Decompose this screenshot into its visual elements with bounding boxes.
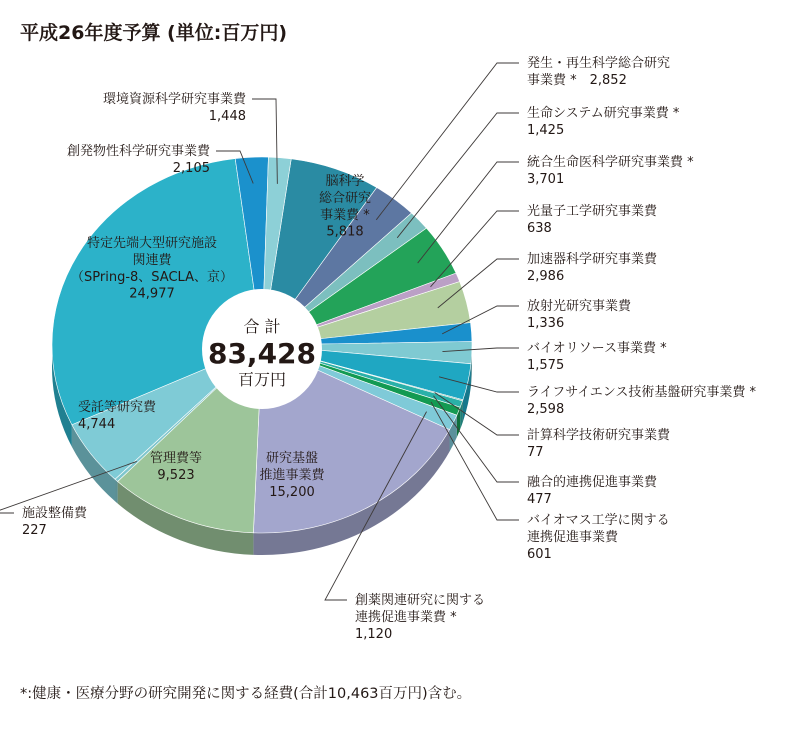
slice-label-10: 融合的連携促進事業費 477: [527, 475, 658, 507]
slice-label-19: 環境資源科学研究事業費 1,448: [102, 92, 246, 124]
slice-label-2: 生命システム研究事業費 * 1,425: [527, 106, 680, 138]
center-total-value: 83,428: [207, 337, 317, 370]
slice-label-12: 創薬関連研究に関する連携促進事業費 * 1,120: [355, 593, 486, 642]
slice-side-15: [115, 479, 118, 503]
slice-label-16: 受託等研究費 4,744: [78, 400, 157, 432]
footnote: *:健康・医療分野の研究開発に関する経費(合計10,463百万円)含む。: [20, 686, 472, 702]
chart-title: 平成26年度予算 (単位:百万円): [20, 22, 288, 44]
slice-label-6: 放射光研究事業費 1,336: [527, 299, 632, 331]
slice-label-4: 光量子工学研究事業費 638: [527, 204, 658, 236]
slice-label-1: 発生・再生科学総合研究事業費 * 2,852: [527, 56, 671, 88]
slice-label-18: 創発物性科学研究事業費 2,105: [66, 144, 210, 176]
leader-line-1: [376, 63, 519, 220]
slice-label-0: 脳科学総合研究事業費 * 5,818: [318, 174, 372, 240]
slice-label-7: バイオリソース事業費 * 1,575: [527, 341, 667, 373]
slice-label-11: バイオマス工学に関する連携促進事業費 601: [527, 513, 670, 562]
slice-label-3: 統合生命医科学研究事業費 * 3,701: [527, 155, 694, 187]
slice-label-5: 加速器科学研究事業費 2,986: [527, 252, 658, 284]
slice-label-15: 施設整備費 227: [22, 506, 88, 538]
slice-label-8: ライフサイエンス技術基盤研究事業費 * 2,598: [527, 385, 757, 417]
slice-label-9: 計算科学技術研究事業費 77: [527, 428, 671, 460]
slice-label-13: 研究基盤推進事業費 15,200: [259, 451, 325, 500]
slice-label-14: 管理費等 9,523: [149, 451, 203, 483]
slice-label-17: 特定先端大型研究施設関連費（SPring-8、SACLA、京） 24,977: [71, 236, 233, 302]
center-label: 合 計: [243, 317, 281, 336]
center-unit: 百万円: [237, 370, 287, 389]
center-total: [202, 289, 322, 409]
